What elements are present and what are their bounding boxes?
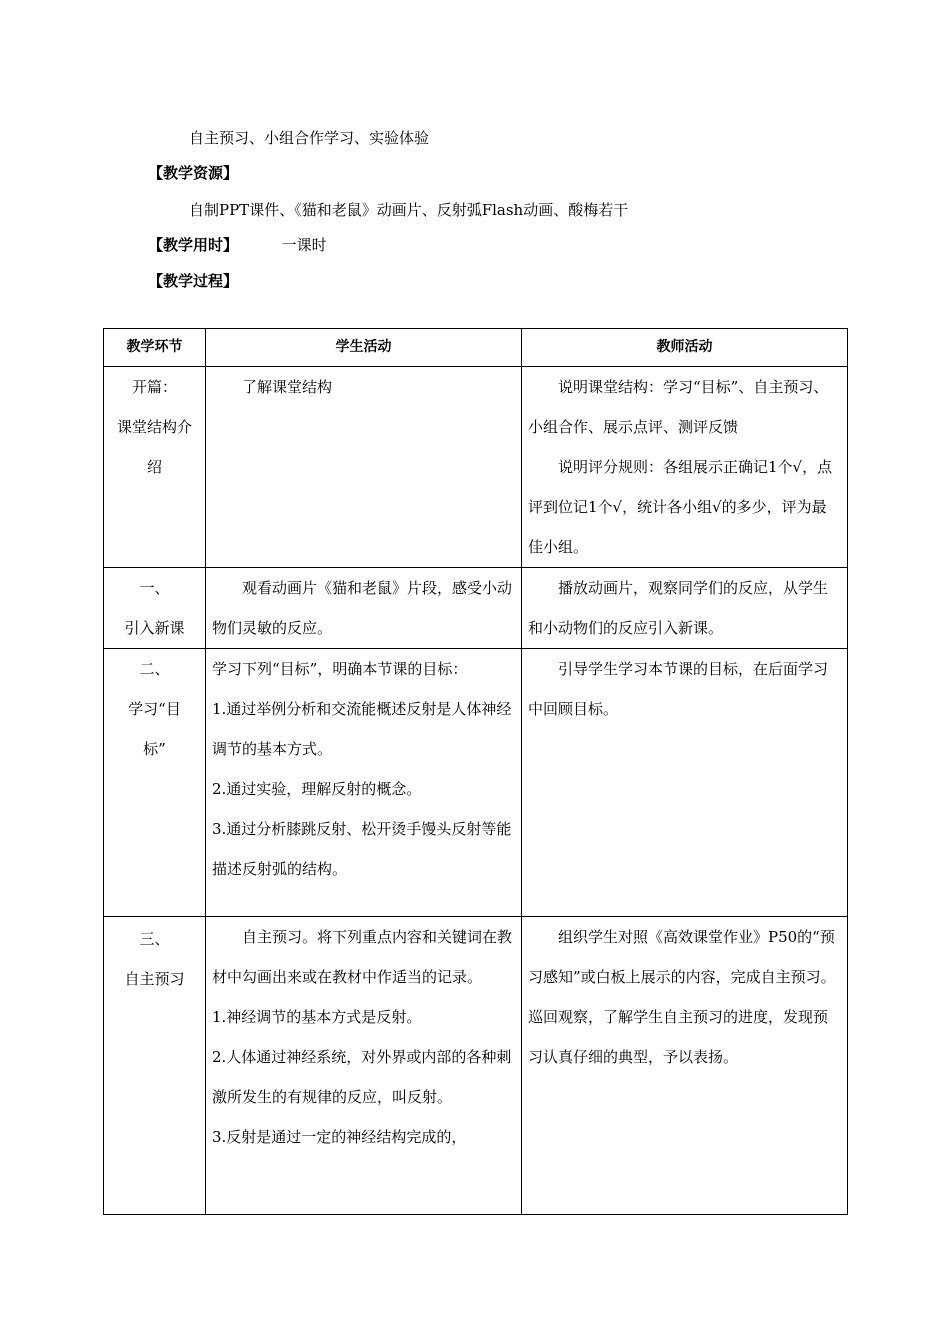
student-text: 学习下列“目标”，明确本节课的目标： bbox=[212, 660, 468, 678]
stage-text: 引入新课 bbox=[124, 619, 185, 637]
stage-cell bbox=[104, 367, 206, 568]
student-text: 3.通过分析膝跳反射、松开烫手馒头反射等能描述反射弧的结构。 bbox=[212, 820, 512, 878]
time-text: 一课时 bbox=[281, 236, 327, 254]
student-text: 了解课堂结构 bbox=[242, 378, 333, 396]
student-text: 自主预习。将下列重点内容和关键词在教材中勾画出来或在教材中作适当的记录。 bbox=[212, 928, 513, 986]
header-stage: 教学环节 bbox=[104, 329, 206, 367]
teacher-text: 巡回观察，了解学生自主预习的进度，发现预习认真仔细的典型，予以表扬。 bbox=[528, 1008, 829, 1066]
stage-text: 一、 bbox=[139, 579, 170, 597]
student-text: 2.通过实验，理解反射的概念。 bbox=[212, 780, 422, 798]
resources-heading: 【教学资源】 bbox=[148, 164, 239, 182]
teacher-cell bbox=[522, 917, 848, 1215]
stage-text: 三、 bbox=[139, 930, 170, 948]
stage-text: 学习“目 bbox=[128, 700, 181, 718]
stage-text: 绍 bbox=[146, 458, 162, 476]
teacher-text: 说明课堂结构：学习“目标”、自主预习、小组合作、展示点评、测评反馈 bbox=[528, 378, 829, 436]
student-text: 1.通过举例分析和交流能概述反射是人体神经调节的基本方式。 bbox=[212, 700, 512, 758]
stage-text: 课堂结构介 bbox=[116, 418, 192, 436]
teacher-text: 说明评分规则：各组展示正确记1个√，点评到位记1个√，统计各小组√的多少，评为最佳小组。 bbox=[528, 458, 833, 556]
time-heading: 【教学用时】 bbox=[148, 236, 239, 254]
teacher-text: 组织学生对照《高效课堂作业》P50的“预习感知”或白板上展示的内容，完成自主预习。 bbox=[528, 928, 836, 986]
table-row bbox=[104, 917, 848, 1215]
student-text: 3.反射是通过一定的神经结构完成的， bbox=[212, 1128, 467, 1146]
table-row bbox=[104, 649, 848, 917]
intro-line: 自主预习、小组合作学习、实验体验 bbox=[189, 129, 430, 147]
stage-text: 二、 bbox=[139, 660, 170, 678]
student-cell bbox=[206, 917, 522, 1215]
stage-cell bbox=[104, 917, 206, 1215]
student-text: 2.人体通过神经系统，对外界或内部的各种刺激所发生的有规律的反应，叫反射。 bbox=[212, 1048, 512, 1106]
stage-text: 标” bbox=[143, 740, 166, 758]
header-student: 学生活动 bbox=[206, 329, 522, 367]
time-line bbox=[148, 235, 327, 255]
student-cell bbox=[206, 649, 522, 917]
student-text: 1.神经调节的基本方式是反射。 bbox=[212, 1008, 422, 1026]
process-heading: 【教学过程】 bbox=[148, 272, 239, 290]
teacher-cell bbox=[522, 367, 848, 568]
header-teacher: 教师活动 bbox=[522, 329, 848, 367]
student-cell bbox=[206, 568, 522, 649]
teacher-text: 引导学生学习本节课的目标，在后面学习中回顾目标。 bbox=[528, 660, 829, 718]
student-cell bbox=[206, 367, 522, 568]
teacher-text: 播放动画片，观察同学们的反应，从学生和小动物们的反应引入新课。 bbox=[528, 579, 829, 637]
stage-cell bbox=[104, 649, 206, 917]
resources-text: 自制PPT课件、《猫和老鼠》动画片、反射弧Flash动画、酸梅若干 bbox=[189, 201, 629, 219]
teacher-cell bbox=[522, 649, 848, 917]
stage-cell bbox=[104, 568, 206, 649]
table-row bbox=[104, 568, 848, 649]
table-row bbox=[104, 367, 848, 568]
lesson-plan-table bbox=[103, 328, 848, 1215]
student-text: 观看动画片《猫和老鼠》片段，感受小动物们灵敏的反应。 bbox=[212, 579, 513, 637]
stage-text: 自主预习 bbox=[124, 970, 185, 988]
table-header-row bbox=[104, 329, 848, 367]
teacher-cell bbox=[522, 568, 848, 649]
stage-text: 开篇： bbox=[131, 378, 177, 396]
